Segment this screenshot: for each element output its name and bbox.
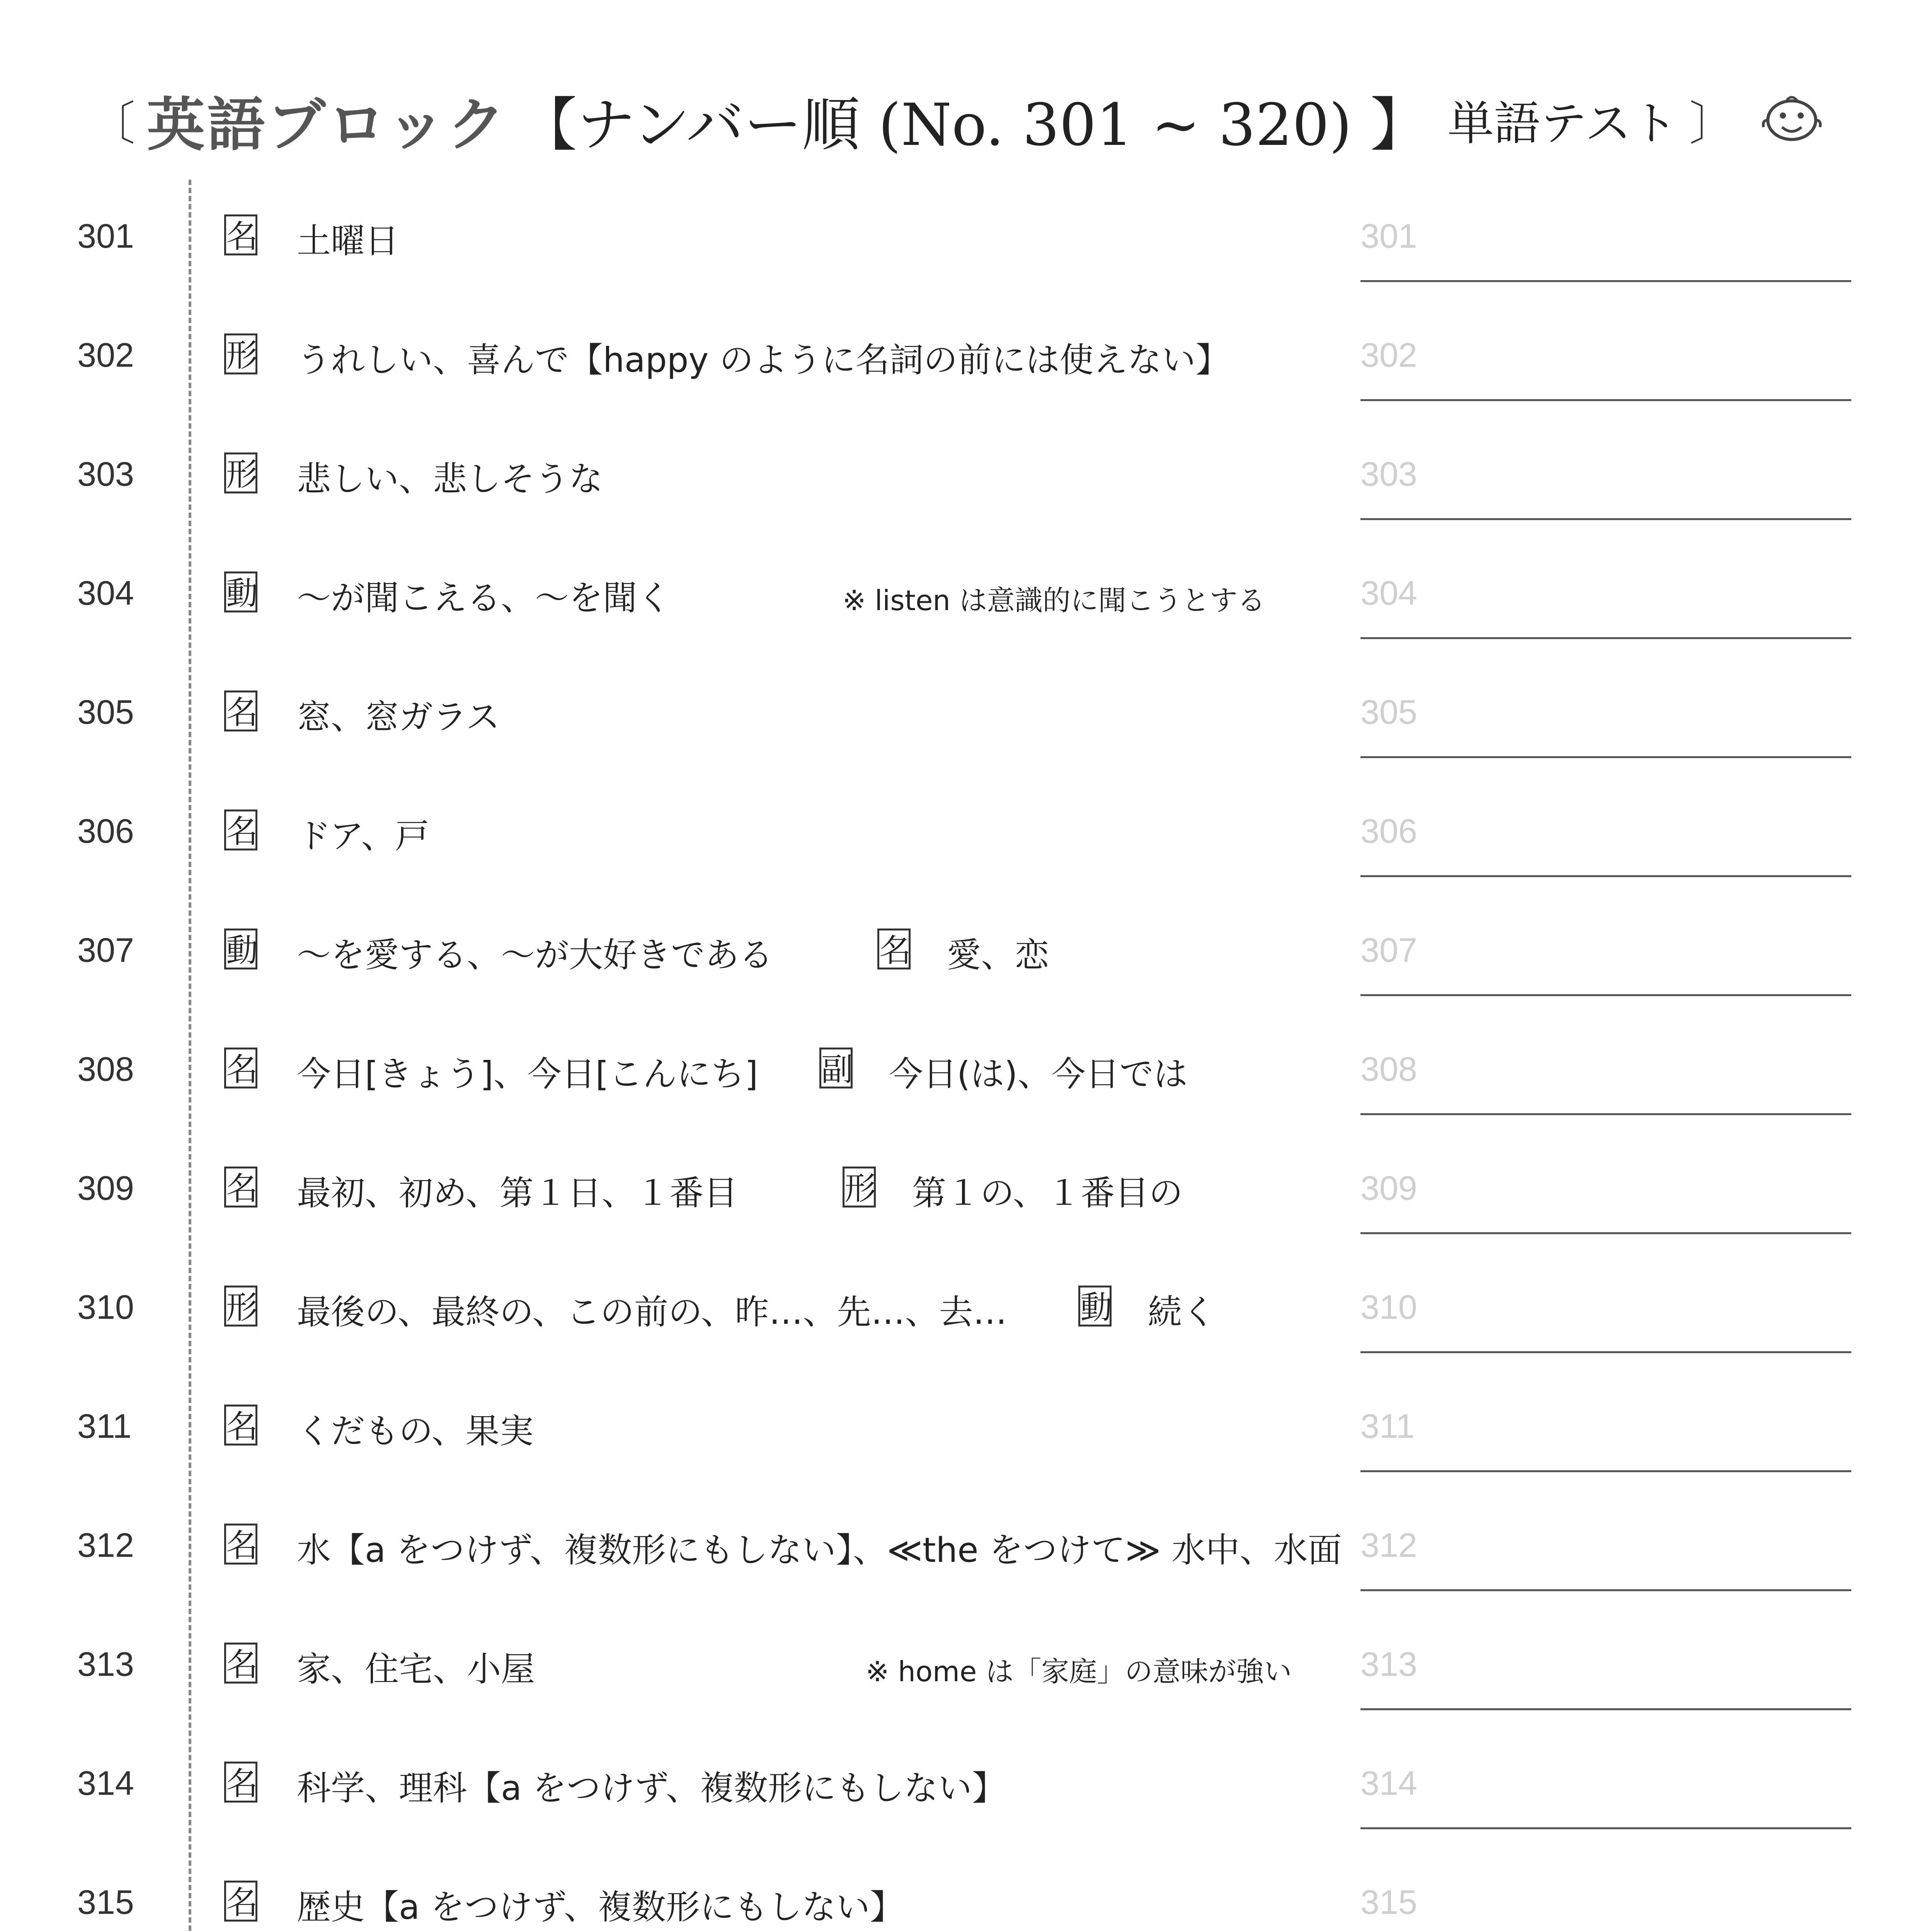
answer-field-hint: 305 bbox=[1360, 693, 1417, 731]
answer-blank-line[interactable] bbox=[1360, 1113, 1851, 1115]
answer-field-hint: 307 bbox=[1360, 931, 1417, 969]
item-number: 305 bbox=[77, 693, 134, 731]
answer-blank-line[interactable] bbox=[1360, 518, 1851, 520]
part-of-speech-badge: 動 bbox=[1078, 1286, 1112, 1327]
meaning-text: 悲しい、悲しそうな bbox=[297, 459, 603, 499]
meaning-text: 第１の、１番目の bbox=[912, 1173, 1183, 1213]
meaning-text: うれしい、喜んで【happy のように名詞の前には使えない】 bbox=[297, 340, 1230, 380]
item-number: 314 bbox=[77, 1764, 134, 1802]
meaning-text: ～を愛する、～が大好きである bbox=[297, 935, 773, 975]
answer-field-hint: 310 bbox=[1360, 1288, 1417, 1326]
answer-field-hint: 311 bbox=[1360, 1407, 1415, 1445]
answer-blank-line[interactable] bbox=[1360, 994, 1851, 996]
vocabulary-list bbox=[0, 178, 1917, 1932]
answer-field-hint: 312 bbox=[1360, 1526, 1417, 1564]
answer-blank-line[interactable] bbox=[1360, 1589, 1851, 1591]
vocab-row bbox=[0, 178, 1917, 297]
item-number: 301 bbox=[77, 217, 134, 255]
vocab-row bbox=[0, 1130, 1917, 1249]
item-number: 311 bbox=[77, 1407, 132, 1445]
part-of-speech-badge: 形 bbox=[843, 1167, 876, 1208]
worksheet-header bbox=[77, 73, 1840, 166]
vocab-row bbox=[0, 1844, 1917, 1932]
header-bracket-close: 〕 bbox=[1689, 97, 1736, 151]
meaning-text: 科学、理科【a をつけず、複数形にもしない】 bbox=[297, 1768, 1006, 1808]
answer-field-hint: 313 bbox=[1360, 1645, 1417, 1683]
part-of-speech-badge: 形 bbox=[224, 1286, 257, 1327]
meaning-text: 水【a をつけず、複数形にもしない】、≪the をつけて≫ 水中、水面 bbox=[297, 1530, 1342, 1570]
part-of-speech-badge: 名 bbox=[224, 690, 257, 731]
answer-blank-line[interactable] bbox=[1360, 399, 1851, 401]
vocab-row bbox=[0, 297, 1917, 416]
answer-field-hint: 303 bbox=[1360, 455, 1417, 493]
item-number: 304 bbox=[77, 574, 134, 612]
header-bracket-open: 〔 bbox=[89, 97, 135, 151]
meaning-text: 今日(は)、今日では bbox=[889, 1054, 1188, 1094]
answer-blank-line[interactable] bbox=[1360, 1351, 1851, 1353]
part-of-speech-badge: 名 bbox=[224, 1762, 257, 1803]
item-number: 308 bbox=[77, 1050, 134, 1088]
answer-blank-line[interactable] bbox=[1360, 1232, 1851, 1234]
meaning-text: 続く bbox=[1148, 1292, 1216, 1332]
answer-blank-line[interactable] bbox=[1360, 1470, 1851, 1472]
part-of-speech-badge: 名 bbox=[224, 1524, 257, 1565]
part-of-speech-badge: 副 bbox=[819, 1048, 853, 1088]
page-subtitle: 単語テスト bbox=[1447, 97, 1678, 151]
item-number: 312 bbox=[77, 1526, 134, 1564]
meaning-text: 家、住宅、小屋 bbox=[297, 1649, 535, 1689]
meaning-text: 歴史【a をつけず、複数形にもしない】 bbox=[297, 1887, 904, 1927]
answer-blank-line[interactable] bbox=[1360, 756, 1851, 758]
part-of-speech-badge: 名 bbox=[224, 1405, 257, 1446]
part-of-speech-badge: 名 bbox=[224, 1643, 257, 1684]
part-of-speech-badge: 形 bbox=[224, 452, 257, 493]
item-number: 313 bbox=[77, 1645, 134, 1683]
meaning-text: 最初、初め、第１日、１番目 bbox=[297, 1173, 738, 1213]
vocab-row bbox=[0, 1011, 1917, 1130]
item-number: 303 bbox=[77, 455, 134, 493]
usage-note: ※ listen は意識的に聞こうとする bbox=[843, 584, 1265, 617]
part-of-speech-badge: 動 bbox=[224, 571, 257, 612]
brand-logo-text: 英語ブロック bbox=[147, 92, 508, 159]
vocab-row bbox=[0, 1249, 1917, 1368]
meaning-text: くだもの、果実 bbox=[297, 1411, 534, 1451]
item-number: 307 bbox=[77, 931, 134, 969]
answer-field-hint: 301 bbox=[1360, 217, 1417, 255]
vocab-row bbox=[0, 1368, 1917, 1487]
answer-blank-line[interactable] bbox=[1360, 280, 1851, 282]
vocab-row bbox=[0, 1725, 1917, 1844]
part-of-speech-badge: 名 bbox=[224, 1167, 257, 1208]
vocab-row bbox=[0, 892, 1917, 1011]
item-number: 302 bbox=[77, 336, 134, 374]
answer-field-hint: 306 bbox=[1360, 812, 1417, 850]
page-title: 【ナンバー順 (No. 301 ~ 320) 】 bbox=[519, 92, 1428, 159]
part-of-speech-badge: 名 bbox=[224, 214, 257, 255]
answer-blank-line[interactable] bbox=[1360, 1708, 1851, 1710]
vocab-row bbox=[0, 1606, 1917, 1725]
answer-blank-line[interactable] bbox=[1360, 875, 1851, 877]
vocab-row bbox=[0, 416, 1917, 535]
part-of-speech-badge: 名 bbox=[224, 1881, 257, 1922]
vocab-row bbox=[0, 654, 1917, 773]
meaning-text: ～が聞こえる、～を聞く bbox=[297, 578, 671, 618]
vocab-row bbox=[0, 1487, 1917, 1606]
meaning-text: 愛、恋 bbox=[947, 935, 1049, 975]
answer-field-hint: 309 bbox=[1360, 1169, 1417, 1207]
item-number: 306 bbox=[77, 812, 134, 850]
usage-note: ※ home は「家庭」の意味が強い bbox=[866, 1655, 1292, 1688]
answer-blank-line[interactable] bbox=[1360, 1827, 1851, 1829]
answer-field-hint: 308 bbox=[1360, 1050, 1417, 1088]
item-number: 309 bbox=[77, 1169, 134, 1207]
vocab-row bbox=[0, 535, 1917, 654]
part-of-speech-badge: 名 bbox=[224, 810, 257, 850]
answer-field-hint: 314 bbox=[1360, 1764, 1417, 1802]
answer-field-hint: 302 bbox=[1360, 336, 1417, 374]
meaning-text: 土曜日 bbox=[297, 221, 399, 261]
part-of-speech-badge: 動 bbox=[224, 929, 257, 969]
part-of-speech-badge: 名 bbox=[877, 929, 911, 969]
meaning-text: 今日[きょう]、今日[こんにち] bbox=[297, 1054, 758, 1094]
meaning-text: 最後の、最終の、この前の、昨…、先…、去… bbox=[297, 1292, 1007, 1332]
answer-field-hint: 304 bbox=[1360, 574, 1417, 612]
meaning-text: ドア、戸 bbox=[297, 816, 429, 856]
vocab-row bbox=[0, 773, 1917, 892]
answer-field-hint: 315 bbox=[1360, 1883, 1417, 1921]
part-of-speech-badge: 名 bbox=[224, 1048, 257, 1088]
answer-blank-line[interactable] bbox=[1360, 637, 1851, 639]
item-number: 310 bbox=[77, 1288, 134, 1326]
item-number: 315 bbox=[77, 1883, 134, 1921]
smiling-face-icon bbox=[1759, 90, 1825, 150]
part-of-speech-badge: 形 bbox=[224, 333, 257, 374]
meaning-text: 窓、窓ガラス bbox=[297, 697, 500, 737]
